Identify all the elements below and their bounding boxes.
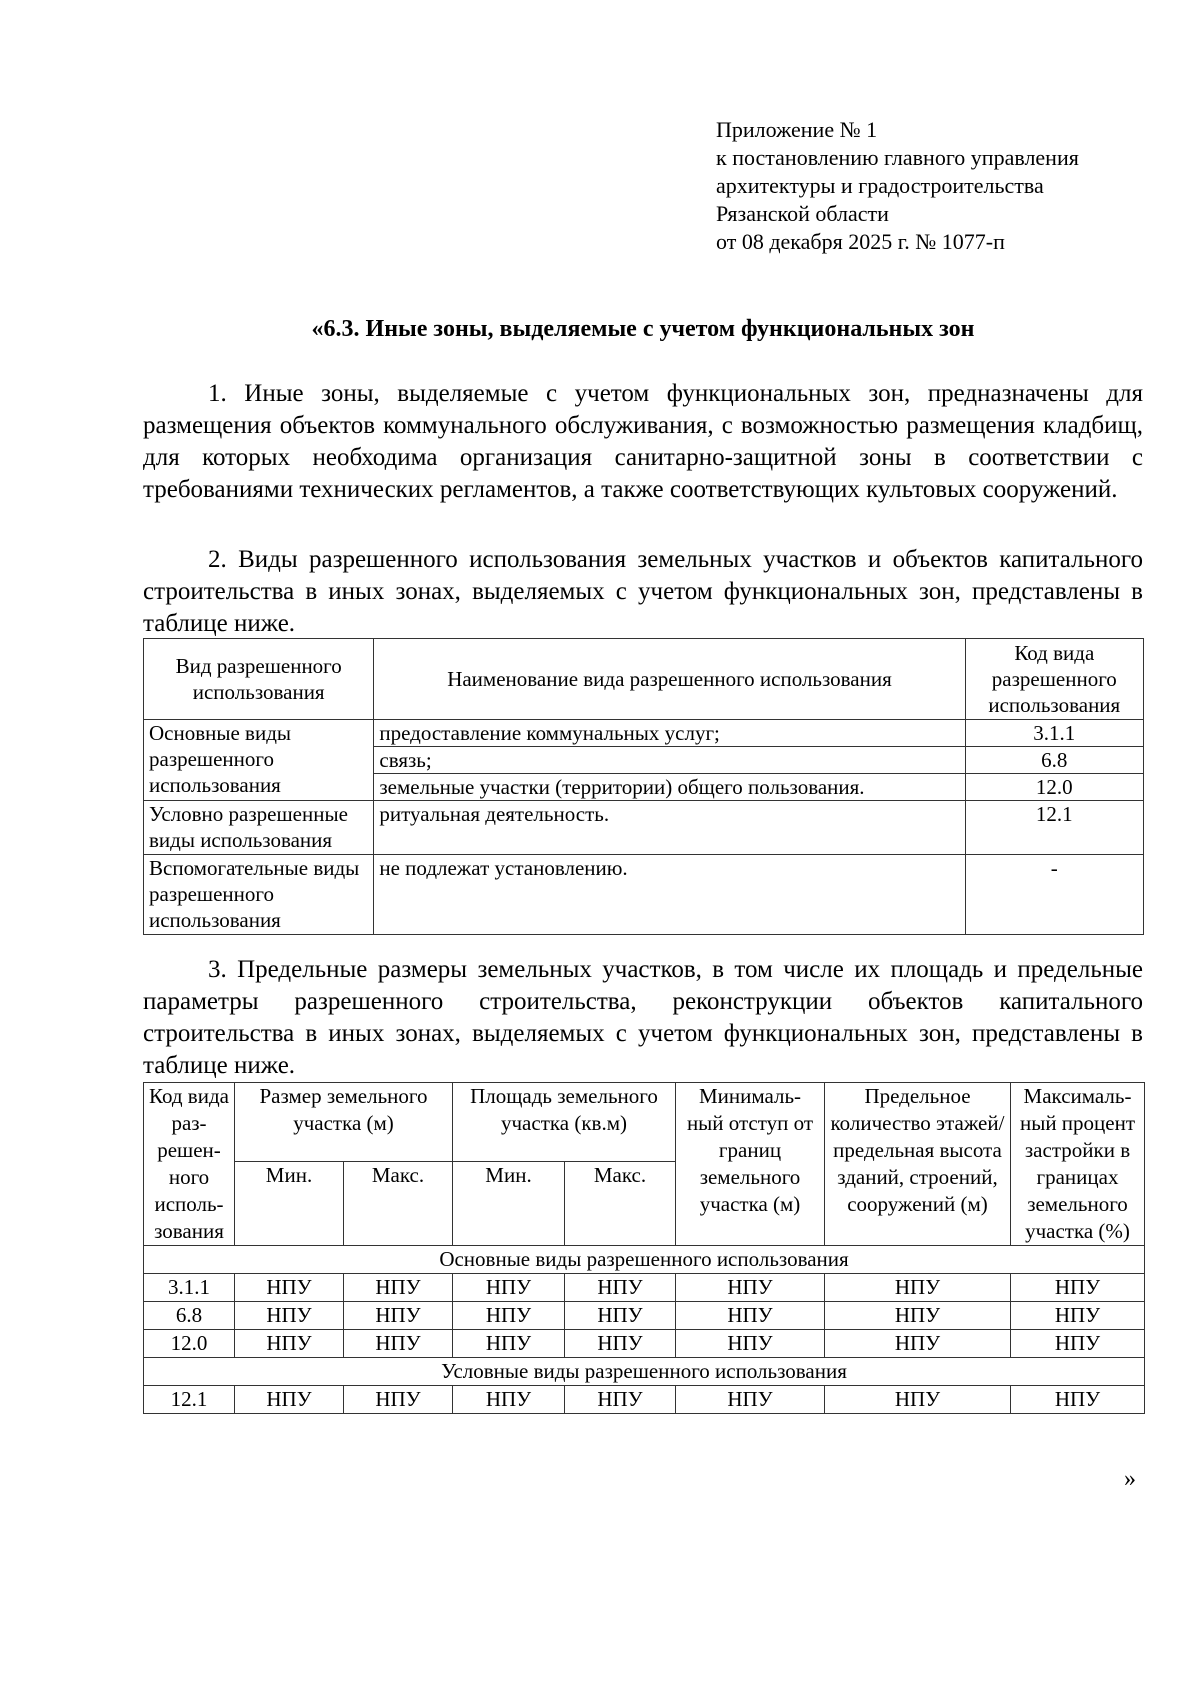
value-cell: НПУ (453, 1274, 565, 1302)
use-name: не подлежат установлению. (374, 855, 965, 935)
group-label: Вспомогательные виды разрешенного использования (144, 855, 374, 935)
header-use-name: Наименование вида разрешенного использования (374, 639, 965, 720)
closing-quote: » (1124, 1466, 1136, 1492)
table-row (144, 1274, 1145, 1302)
value-cell: НПУ (453, 1386, 565, 1414)
use-code: 6.8 (965, 747, 1143, 774)
use-name: земельные участки (территории) общего пользования. (374, 774, 965, 801)
table-header-row (144, 639, 1144, 720)
code-cell: 3.1.1 (144, 1274, 235, 1302)
header-code: Код вида раз-решен-ного исполь-зования (144, 1083, 235, 1246)
header-max: Макс. (565, 1162, 676, 1246)
value-cell: НПУ (825, 1274, 1011, 1302)
use-name: предоставление коммунальных услуг; (374, 720, 965, 747)
table-row (144, 1330, 1145, 1358)
value-cell: НПУ (1011, 1302, 1145, 1330)
use-name: связь; (374, 747, 965, 774)
section-row (144, 1246, 1145, 1274)
permitted-use-table (143, 638, 1144, 935)
value-cell: НПУ (344, 1386, 453, 1414)
value-cell: НПУ (676, 1274, 825, 1302)
table-header-row (144, 1083, 1145, 1162)
header-min-setback: Минималь-ный отступ от границ земельного участка (м) (676, 1083, 825, 1246)
use-name: ритуальная деятельность. (374, 801, 965, 855)
value-cell: НПУ (235, 1302, 344, 1330)
value-cell: НПУ (344, 1330, 453, 1358)
appendix-line: к постановлению главного управления (716, 145, 1079, 170)
header-max-coverage: Максималь-ный процент застройки в границах земельного участка (%) (1011, 1083, 1145, 1246)
value-cell: НПУ (235, 1386, 344, 1414)
value-cell: НПУ (676, 1330, 825, 1358)
code-cell: 6.8 (144, 1302, 235, 1330)
section-title-cell: Условные виды разрешенного использования (144, 1358, 1145, 1386)
value-cell: НПУ (676, 1302, 825, 1330)
value-cell: НПУ (235, 1330, 344, 1358)
value-cell: НПУ (565, 1386, 676, 1414)
appendix-line: от 08 декабря 2025 г. № 1077-п (716, 229, 1005, 254)
code-cell: 12.0 (144, 1330, 235, 1358)
group-label: Основные виды разрешенного использования (144, 720, 374, 801)
use-code: 3.1.1 (965, 720, 1143, 747)
paragraph-3: 3. Предельные размеры земельных участков, в том числе их площадь и предельные параметры разрешенного строительства, реконструкции объектов капитального строительства в иных зонах, выделяемых с учетом функциональных зон, представлены в таблице ниже. (143, 956, 1143, 1079)
limit-parameters-table (143, 1082, 1145, 1414)
use-code: 12.1 (965, 801, 1143, 855)
appendix-line: Приложение № 1 (716, 117, 878, 142)
appendix-line: архитектуры и градостроительства (716, 173, 1044, 198)
section-title-cell: Основные виды разрешенного использования (144, 1246, 1145, 1274)
use-code: 12.0 (965, 774, 1143, 801)
table-row (144, 720, 1144, 747)
table-row (144, 801, 1144, 855)
section-row (144, 1358, 1145, 1386)
appendix-header (716, 116, 1079, 256)
value-cell: НПУ (825, 1302, 1011, 1330)
section-title: «6.3. Иные зоны, выделяемые с учетом функциональных зон (311, 316, 975, 342)
table-row (144, 1386, 1145, 1414)
header-max-floors: Предельное количество этажей/ предельная высота зданий, строений, сооружений (м) (825, 1083, 1011, 1246)
value-cell: НПУ (235, 1274, 344, 1302)
paragraph-2: 2. Виды разрешенного использования земельных участков и объектов капитального строительства в иных зонах, выделяемых с учетом функциональных зон, представлены в таблице ниже. (143, 546, 1143, 637)
header-use-type: Вид разрешенного использования (144, 639, 374, 720)
value-cell: НПУ (344, 1274, 453, 1302)
header-max: Макс. (344, 1162, 453, 1246)
table-row (144, 855, 1144, 935)
value-cell: НПУ (565, 1302, 676, 1330)
header-use-code: Код вида разрешенного использования (965, 639, 1143, 720)
value-cell: НПУ (1011, 1274, 1145, 1302)
value-cell: НПУ (565, 1330, 676, 1358)
use-code: - (965, 855, 1143, 935)
value-cell: НПУ (344, 1302, 453, 1330)
header-plot-area: Площадь земельного участка (кв.м) (453, 1083, 676, 1162)
paragraph-1: 1. Иные зоны, выделяемые с учетом функциональных зон, предназначены для размещения объектов коммунального обслуживания, с возможностью размещения кладбищ, для которых необходима организация санитарно-защитной зоны в соответствии с требованиями технических регламентов, а также соответствующих культовых сооружений. (143, 380, 1143, 503)
value-cell: НПУ (1011, 1386, 1145, 1414)
code-cell: 12.1 (144, 1386, 235, 1414)
value-cell: НПУ (676, 1386, 825, 1414)
value-cell: НПУ (565, 1274, 676, 1302)
header-min: Мин. (235, 1162, 344, 1246)
header-plot-size: Размер земельного участка (м) (235, 1083, 453, 1162)
value-cell: НПУ (453, 1302, 565, 1330)
value-cell: НПУ (825, 1386, 1011, 1414)
table-row (144, 1302, 1145, 1330)
value-cell: НПУ (825, 1330, 1011, 1358)
group-label: Условно разрешенные виды использования (144, 801, 374, 855)
appendix-line: Рязанской области (716, 201, 889, 226)
header-min: Мин. (453, 1162, 565, 1246)
value-cell: НПУ (453, 1330, 565, 1358)
value-cell: НПУ (1011, 1330, 1145, 1358)
